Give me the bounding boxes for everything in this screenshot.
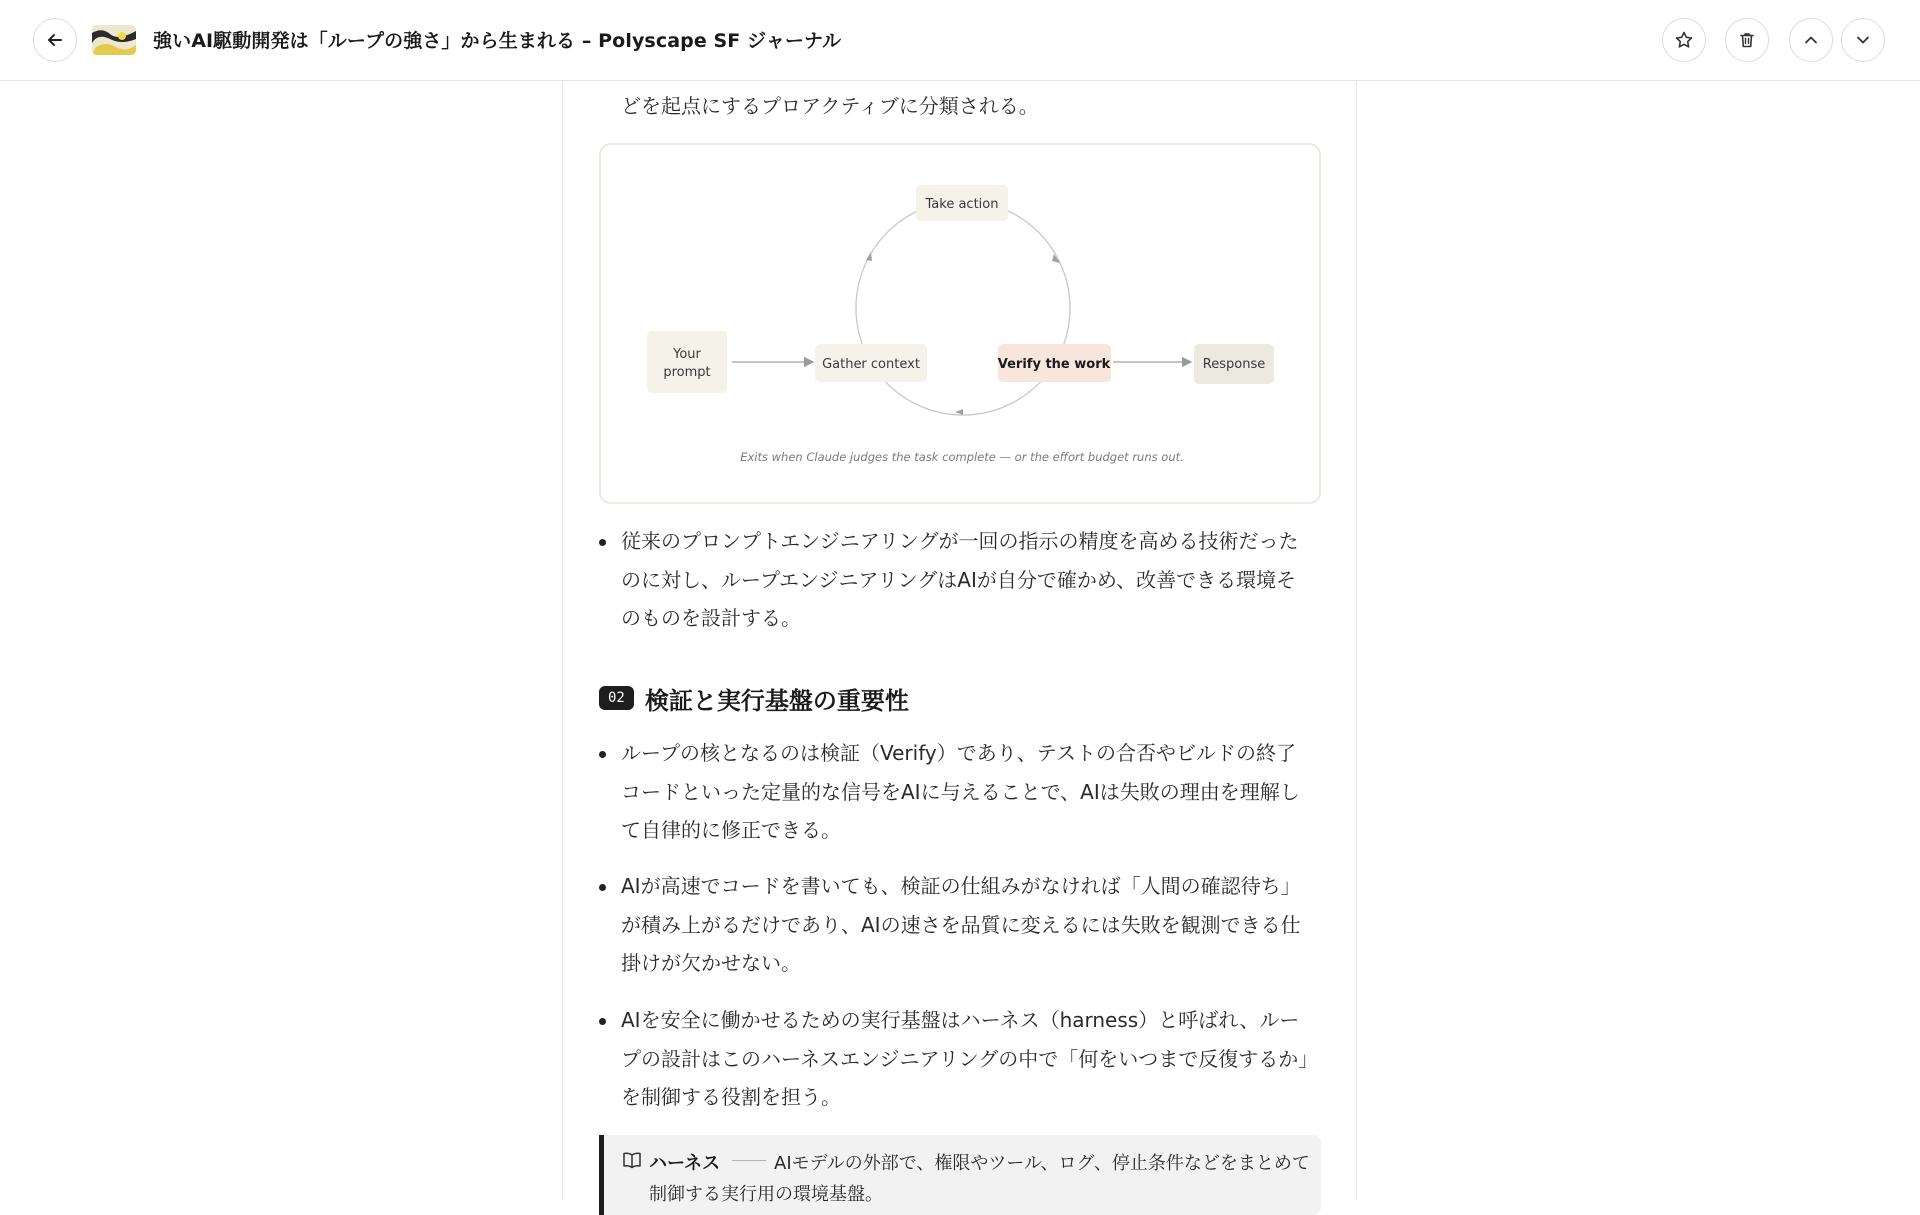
loop-circle bbox=[856, 201, 1070, 415]
list-item-line: を制御する役割を担う。 bbox=[621, 1085, 841, 1109]
paragraph-fragment: どを起点にするプロアクティブに分類される。 bbox=[621, 94, 1039, 118]
list-item-line: コードといった定量的な信号をAIに与えることで、AIは失敗の理由を理解し bbox=[621, 779, 1300, 804]
section-number-badge: 02 bbox=[599, 686, 634, 710]
loop-arrow-bottom bbox=[955, 409, 963, 415]
glossary-note bbox=[599, 1135, 1321, 1215]
loop-diagram-svg bbox=[601, 145, 1323, 506]
glossary-dash bbox=[732, 1160, 766, 1161]
list-item-line: のに対し、ループエンジニアリングはAIが自分で確かめ、改善できる環境そ bbox=[621, 567, 1297, 592]
section-title: 検証と実行基盤の重要性 bbox=[644, 686, 909, 715]
list-item-line: プの設計はこのハーネスエンジニアリングの中で「何をいつまで反復するか」 bbox=[621, 1046, 1319, 1071]
list-item-line: AIが高速でコードを書いても、検証の仕組みがなければ「人間の確認待ち」 bbox=[621, 874, 1301, 898]
list-item-line: が積み上がるだけであり、AIの速さを品質に変えるには失敗を観測できる仕 bbox=[621, 912, 1301, 937]
node-gather-context-label: Gather context bbox=[822, 357, 920, 372]
node-verify-the-work-label: Verify the work bbox=[997, 357, 1111, 372]
list-item-line: 掛けが欠かせない。 bbox=[621, 951, 801, 975]
loop-diagram bbox=[599, 143, 1321, 504]
chevron-down-icon bbox=[1853, 30, 1873, 50]
previous-article-button[interactable] bbox=[1789, 18, 1833, 62]
node-your-prompt bbox=[647, 331, 727, 393]
node-take-action-label: Take action bbox=[925, 197, 999, 212]
arrow-left-icon bbox=[45, 30, 65, 50]
list-item-line: て自律的に修正できる。 bbox=[621, 818, 841, 842]
node-your-prompt-label-1: Your bbox=[673, 347, 701, 362]
bullet-dot bbox=[599, 884, 606, 891]
next-article-button[interactable] bbox=[1841, 18, 1885, 62]
diagram-caption: Exits when Claude judges the task complete — or the effort budget runs out. bbox=[740, 450, 1184, 464]
node-your-prompt-label-2: prompt bbox=[663, 365, 711, 380]
glossary-definition-line: AIモデルの外部で、権限やツール、ログ、停止条件などをまとめて bbox=[774, 1153, 1310, 1174]
bullet-dot bbox=[599, 539, 606, 546]
page-title: 強いAI駆動開発は「ループの強さ」から生まれる – Polyscape SF ジャーナル bbox=[153, 30, 842, 52]
book-icon bbox=[622, 1151, 642, 1169]
node-response-label: Response bbox=[1202, 357, 1266, 372]
glossary-term: ハーネス bbox=[649, 1153, 721, 1174]
delete-button[interactable] bbox=[1725, 18, 1769, 62]
top-bar bbox=[0, 0, 1920, 81]
bullet-dot bbox=[599, 751, 606, 758]
list-item-line: 従来のプロンプトエンジニアリングが一回の指示の精度を高める技術だった bbox=[621, 529, 1299, 553]
bullet-dot bbox=[599, 1018, 606, 1025]
trash-icon bbox=[1737, 30, 1757, 50]
back-button[interactable] bbox=[33, 18, 77, 62]
favorite-button[interactable] bbox=[1662, 18, 1706, 62]
list-item-line: ループの核となるのは検証（Verify）であり、テストの合否やビルドの終了 bbox=[621, 741, 1296, 765]
chevron-up-icon bbox=[1801, 30, 1821, 50]
list-item-line: AIを安全に働かせるための実行基盤はハーネス（harness）と呼ばれ、ルー bbox=[621, 1008, 1300, 1032]
loop-arrow-left bbox=[866, 252, 872, 261]
article-thumbnail bbox=[92, 25, 136, 55]
star-icon bbox=[1674, 30, 1694, 50]
section-heading bbox=[599, 683, 909, 713]
glossary-definition-line: 制御する実行用の環境基盤。 bbox=[649, 1184, 883, 1205]
list-item-line: のものを設計する。 bbox=[621, 606, 801, 630]
